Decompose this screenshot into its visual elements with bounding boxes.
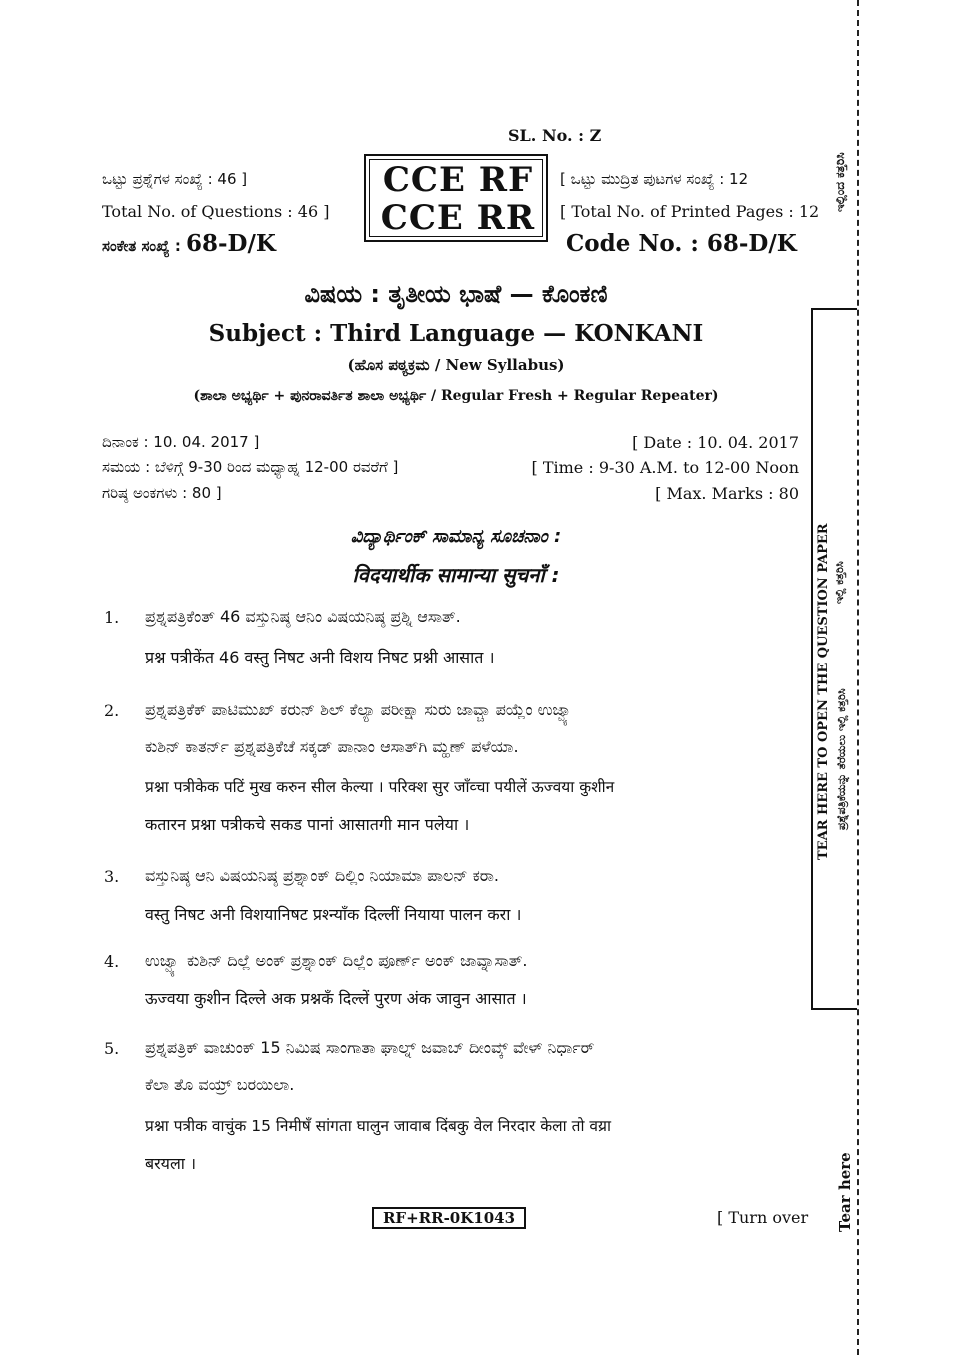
instruction-number: 3. [104,867,120,886]
instruction-number: 2. [104,701,120,720]
instruction-line: प्रश्न पत्रीकेंत 46 वस्तु निषट अनी विशय निषट प्रश्नी आसात । [145,648,495,667]
instruction-line: ಪ್ರಶ್ನಪತ್ರಿಕೆಂತ್ 46 ವಸ್ತುನಿಷ್ಠ ಆನಿಂ ವಿಷಯನಿಷ್ಠ ಪ್ರಶ್ನಿ ಆಸಾತ್. [145,607,461,626]
candidate-type: (ಶಾಲಾ ಅಭ್ಯರ್ಥಿ + ಪುನರಾವರ್ತಿತ ಶಾಲಾ ಅಭ್ಯರ್ಥಿ / Regular Fresh + Regular Repeater) [193,388,719,404]
tear-instruction-en: TEAR HERE TO OPEN THE QUESTION PAPER [816,523,831,860]
subject-kn: ವಿಷಯ : ತೃತೀಯ ಭಾಷೆ — ಕೊಂಕಣಿ [304,280,608,308]
instruction-line: ಪ್ರಶ್ನಪತ್ರಿಕ್ ವಾಚುಂಕ್ 15 ನಿಮಿಷ ಸಾಂಗಾತಾ ಘಾಲ್ನ್ ಜವಾಬ್ ದೀಂವ್ಕ್ ವೇಳ್ ನಿರ್ಧಾರ್ [145,1038,595,1057]
cce-box [364,154,548,242]
total-pages-en: [ Total No. of Printed Pages : 12 [560,202,820,221]
instruction-line: ಕುಶಿನ್ ಕಾತರ್ನ್ ಪ್ರಶ್ನಪತ್ರಿಕೆಚೆ ಸಕ್ಕಡ್ ಪಾನಾಂ ಆಸಾತ್‌ಗಿ ಮ್ಹಣ್ ಪಳೆಯಾ. [145,737,519,756]
cce-line-1: CCE RF [382,160,534,200]
marks-en: [ Max. Marks : 80 [655,484,799,503]
code-number-kn-label: ಸಂಕೇತ ಸಂಖ್ಯೆ : [102,237,181,255]
side-cut-label: ಇಲ್ಲಿಂದ ಕತ್ತರಿಸಿ [833,152,847,212]
code-number-kn [102,230,276,257]
instruction-number: 4. [104,952,120,971]
instructions-heading-kn: ವಿದ್ಯಾರ್ಥಿಂಕ್ ಸಾಮಾನ್ಯ ಸೂಚನಾಂ : [350,526,562,547]
serial-number: SL. No. : Z [508,126,602,145]
turn-over-label: [ Turn over [717,1208,809,1227]
cce-line-2: CCE RR [380,198,536,238]
time-en: [ Time : 9-30 A.M. to 12-00 Noon [531,458,799,477]
instruction-line: बरयला । [145,1154,197,1173]
instruction-number: 1. [104,608,120,627]
date-kn: ದಿನಾಂಕ : 10. 04. 2017 ] [102,433,260,451]
tear-instruction-kn2: ಪ್ರಶ್ನೆಪತ್ರಿಕೆಯನ್ನು ತೆರೆಯಲು ಇಲ್ಲಿ ಕತ್ತರಿಸಿ [835,688,848,830]
instruction-line: ಪ್ರಶ್ನಪತ್ರಿಕೆಕ್ ಪಾಟಿಮುಖ್ ಕರುನ್ ಶಿಲ್ ಕೆಲ್ಯಾ ಪರೀಕ್ಷಾ ಸುರು ಜಾವ್ಚಾ ಪಯ್ಲೆಂ ಉಜ್ವ್ಯಾ [145,700,575,719]
tear-line [857,0,859,1355]
code-number-kn-value: 68-D/K [185,230,276,257]
instructions-heading-dev: विदयार्थीक सामान्या सुचनाँ : [352,563,560,587]
instruction-line: प्रश्ना पत्रीक वाचुंक 15 निमीषँ सांगता घालुन जावाब दिंबकु वेल निरदार केला तो वय्रा [145,1117,612,1135]
syllabus-label: (ಹೊಸ ಪಠ್ಯಕ್ರಮ / New Syllabus) [347,356,565,374]
time-kn: ಸಮಯ : ಬೆಳಿಗ್ಗೆ 9-30 ರಿಂದ ಮಧ್ಯಾಹ್ನ 12-00 ರವರೆಗೆ ] [102,458,399,476]
paper-code: RF+RR-0K1043 [372,1207,526,1229]
instruction-line: ವಸ್ತುನಿಷ್ಠ ಆನಿ ವಿಷಯನಿಷ್ಠ ಪ್ರಶ್ನಾಂಕ್ ದಿಲ್ಲಿಂ ನಿಯಾಮಾ ಪಾಲನ್ ಕರಾ. [145,866,499,885]
marks-kn: ಗರಿಷ್ಠ ಅಂಕಗಳು : 80 ] [102,484,222,502]
instruction-line: ऊज्वया कुशीन दिल्ले अक प्रश्नकँ दिल्लें पुरण अंक जावुन आसात । [145,989,527,1008]
tear-here-label: Tear here [836,1152,854,1232]
instruction-line: ಉಜ್ವ್ಯಾ ಕುಶಿನ್ ದಿಲ್ಲೆ ಅಂಕ್ ಪ್ರಶ್ನಾಂಕ್ ದಿಲ್ಲೆಂ ಪೂರ್ಣ್ ಅಂಕ್ ಜಾವ್ನಾಸಾತ್. [145,951,528,970]
instruction-number: 5. [104,1039,120,1058]
total-questions-en: Total No. of Questions : 46 ] [102,202,330,221]
date-en: [ Date : 10. 04. 2017 [632,433,799,452]
subject-en: Subject : Third Language — KONKANI [208,320,704,347]
total-questions-kn: ಒಟ್ಟು ಪ್ರಶ್ನೆಗಳ ಸಂಖ್ಯೆ : 46 ] [102,170,248,188]
code-number-en: Code No. : 68-D/K [566,230,797,257]
instruction-line: ಕೆಲಾ ತೊ ವಯ್ರ್ ಬರಯಿಲಾ. [145,1075,295,1094]
total-pages-kn: [ ಒಟ್ಟು ಮುದ್ರಿತ ಪುಟಗಳ ಸಂಖ್ಯೆ : 12 [560,170,749,188]
instruction-line: कतारन प्रश्ना पत्रीकचे सकड पानां आसातगी मान पलेया । [145,815,470,834]
instruction-line: वस्तु निषट अनी विशयानिषट प्रश्न्याँक दिल्लीं नियाया पालन करा । [145,905,522,924]
tear-instruction-kn1: ಇಲ್ಲಿ ಕತ್ತರಿಸಿ [833,561,846,604]
instruction-line: प्रश्ना पत्रीकेक पटिं मुख करुन सील केल्या । परिक्श सुर जाँव्चा पयीलें ऊज्वया कुशीन [145,778,615,796]
